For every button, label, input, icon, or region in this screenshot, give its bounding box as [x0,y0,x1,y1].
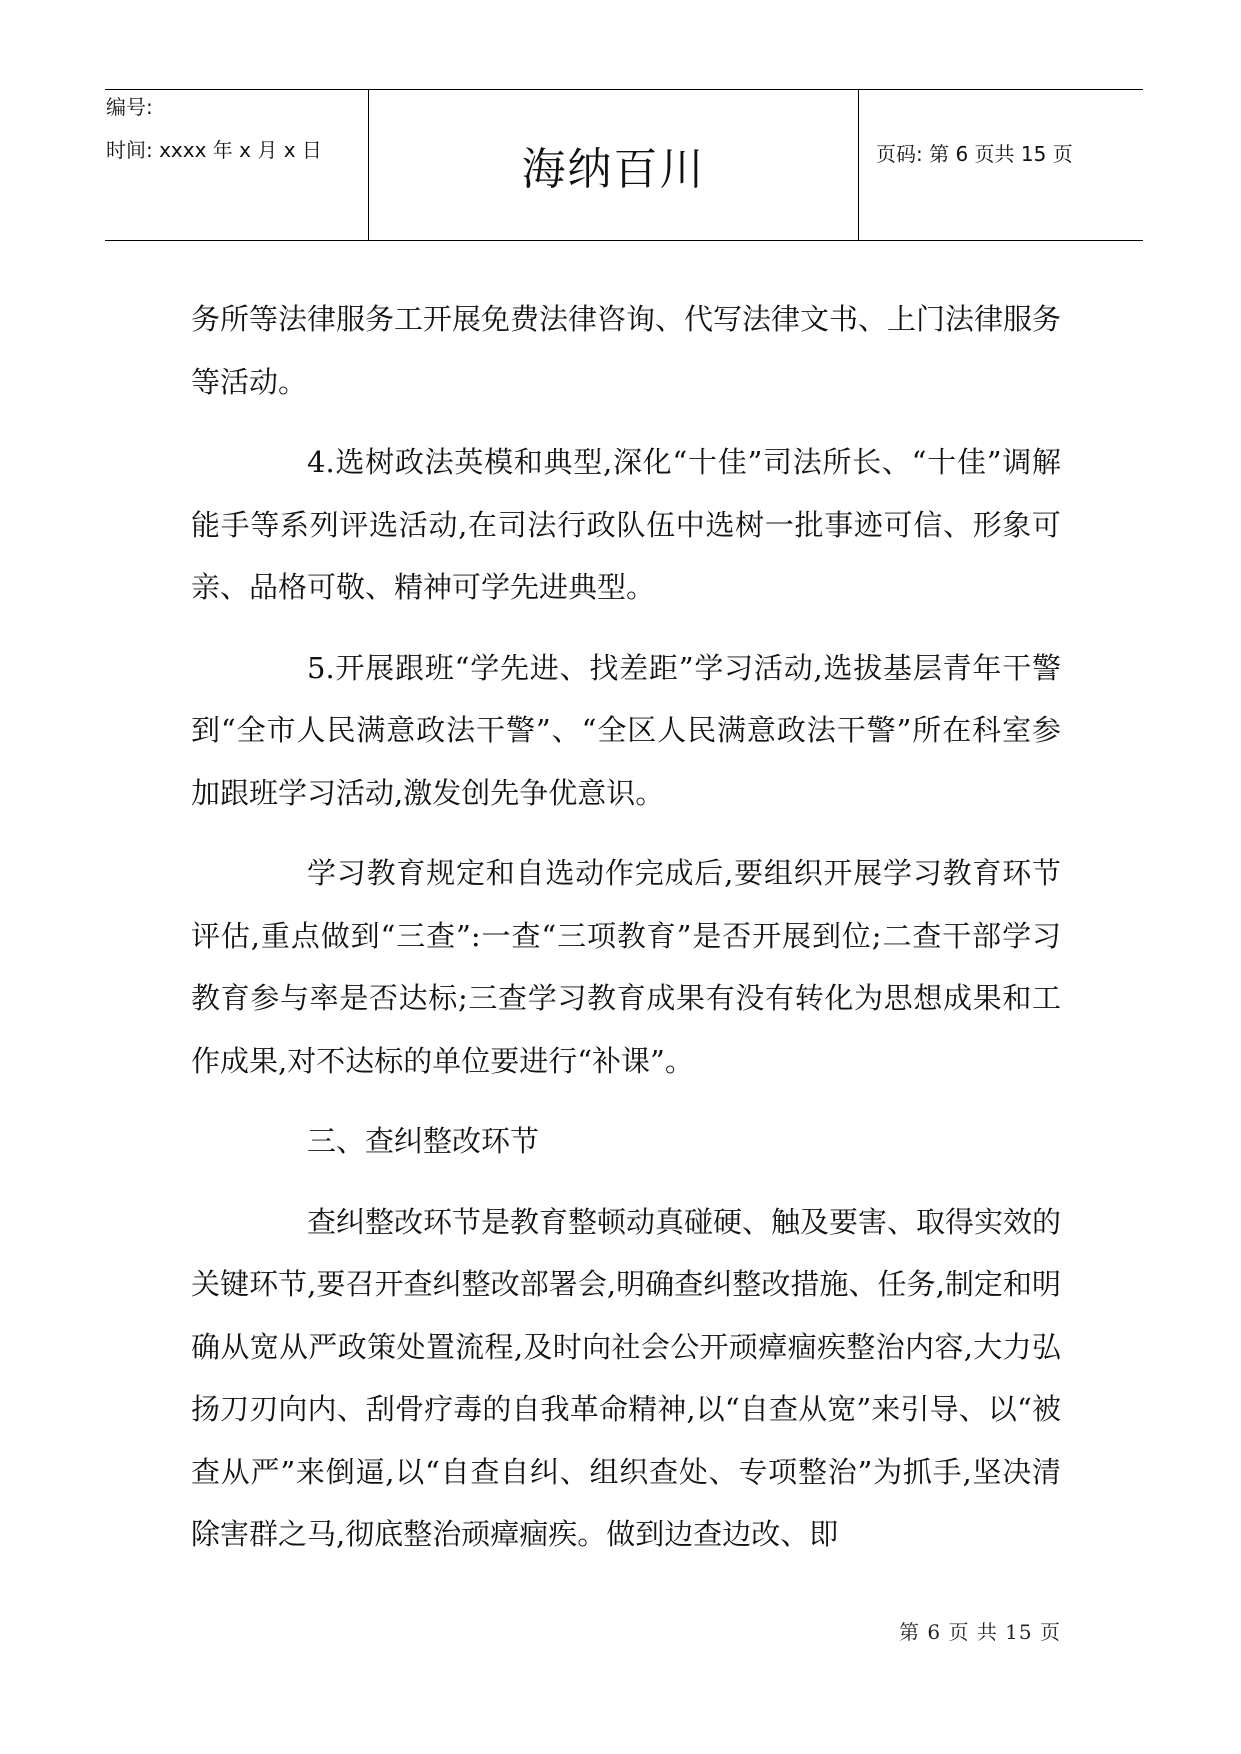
header-title: 海纳百川 [521,144,706,195]
header-right-cell [859,90,1143,240]
document-body [191,290,1061,1584]
paragraph-item-5: 5.开展跟班“学先进、找差距”学习活动,选拔基层青年干警到“全市人民满意政法干警”、“全区人民满意政法干警”所在科室参加跟班学习活动,激发创先争优意识。 [191,650,1061,810]
date-label: 时间: xxxx 年 x 月 x 日 [106,138,322,162]
paragraph-item-4: 4.选树政法英模和典型,深化“十佳”司法所长、“十佳”调解能手等系列评选活动,在司法行政队伍中选树一批事迹可信、形象可亲、品格可敬、精神可学先进典型。 [191,445,1061,604]
page-footer: 第 6 页 共 15 页 [899,1620,1061,1644]
section-heading: 三、查纠整改环节 [307,1124,540,1158]
document-header [105,89,1143,241]
page-number-label: 页码: 第 6 页共 15 页 [876,142,1073,166]
header-title-cell [369,90,859,240]
paragraph-rectification: 查纠整改环节是教育整顿动真碰硬、触及要害、取得实效的关键环节,要召开查纠整改部署会,明确查纠整改措施、任务,制定和明确从宽从严政策处置流程,及时向社会公开顽瘴痼疾整治内容,大力弘扬刀刃向内、刮骨疗毒的自我革命精神,以“自查从宽”来引导、以“被查从严”来倒逼,以“自查自纠、组织查处、专项整治”为抓手,坚决清除害群之马,彻底整治顽瘴痼疾。做到边查边改、即 [191,1204,1062,1551]
number-label: 编号: [106,95,153,119]
paragraph-evaluation: 学习教育规定和自选动作完成后,要组织开展学习教育环节评估,重点做到“三查”:一查“三项教育”是否开展到位;二查干部学习教育参与率是否达标;三查学习教育成果有没有转化为思想成果和工作成果,对不达标的单位要进行“补课”。 [191,856,1061,1078]
header-left-cell [105,90,369,240]
paragraph-continuation: 务所等法律服务工开展免费法律咨询、代写法律文书、上门法律服务等活动。 [191,302,1062,399]
